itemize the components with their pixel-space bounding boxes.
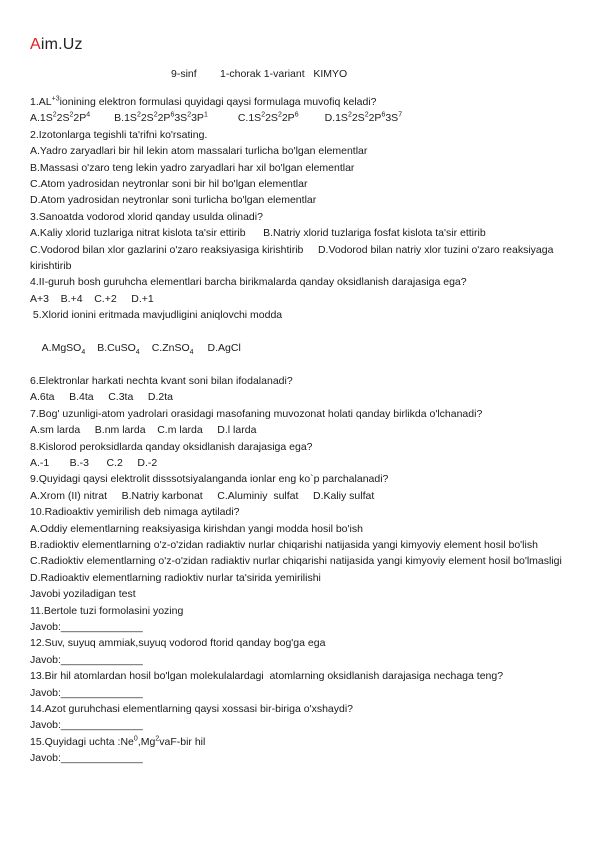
question-11: 11.Bertole tuzi formolasini yozing	[30, 604, 184, 617]
question-12: 12.Suv, suyuq ammiak,suyuq vodorod ftorid qanday bog'ga ega	[30, 637, 326, 650]
option-2c: C.Atom yadrosidan neytronlar soni bir hil bo'lgan elementlar	[30, 178, 308, 191]
question-2: 2.Izotonlarga tegishli ta'rifni ko'rsating.	[30, 128, 208, 141]
option-10b: B.radioktiv elementlarning o'z-o'zidan radiaktiv nurlar chiqarishi natijasida yangi kimyoviy element hosil bo'lish	[30, 538, 538, 551]
question-10: 10.Radioaktiv yemirilish deb nimaga aytiladi?	[30, 506, 240, 519]
option-10d: D.Radioaktiv elementlarning radioktiv nurlar ta'sirida yemirilishi	[30, 571, 321, 584]
question-5: 5.Xlorid ionini eritmada mavjudligini aniqlovchi modda	[30, 309, 283, 322]
option-1-d: $D.1S^22S^22P^63S^7$	[324, 111, 403, 125]
question-3: 3.Sanoatda vodorod xlorid qanday usulda olinadi?	[30, 210, 263, 223]
options-4: A+3 B.+4 C.+2 D.+1	[30, 292, 154, 305]
answer-13: Javob:______________	[30, 686, 143, 699]
option-10c: C.Radioktiv elementlarning o'z-o'zidan radiaktiv nurlar chiqarishi natijasida yangi kimyoviy element hosil bo'lmasligi	[30, 555, 562, 568]
section-heading: Javobi yoziladigan test	[30, 588, 136, 601]
options-5: A.MgSO$_4$ B.CuSO$_4$ C.ZnSO$_4$ D.AgCl	[41, 342, 241, 357]
answer-15: Javob:______________	[30, 752, 143, 765]
answer-11: Javob:______________	[30, 621, 143, 633]
question-4: 4.II-guruh bosh guruhcha elementlari barcha birikmalarda qanday oksidlanish darajasiga ega?	[30, 276, 467, 289]
question-9: 9.Quyidagi qaysi elektrolit disssotsiyalanganda ionlar eng ko`p parchalanadi?	[30, 473, 389, 486]
option-2b: B.Massasi o'zaro teng lekin yadro zaryadlari har xil bo'lgan elementlar	[30, 161, 355, 174]
site-logo[interactable]	[30, 36, 83, 54]
answer-12: Javob:______________	[30, 653, 143, 666]
page-heading: 9-sinf 1-chorak 1-variant KIMYO	[171, 68, 348, 80]
question-14: 14.Azot guruhchasi elementlarning qaysi xossasi bir-biriga o'xshaydi?	[30, 703, 354, 716]
test-document	[30, 94, 582, 767]
option-1-a: $A.1S^22S^22P^4$	[30, 111, 91, 125]
options-6: A.6ta B.4ta C.3ta D.2ta	[30, 391, 173, 404]
option-2a: A.Yadro zaryadlari bir hil lekin atom massalari turlicha bo'lgan elementlar	[30, 145, 368, 158]
question-7: 7.Bog' uzunligi-atom yadrolari orasidagi masofaning muvozonat holati qanday birlikda o'lchanadi?	[30, 407, 483, 420]
answer-14: Javob:______________	[30, 719, 143, 732]
question-15: 15.Quyidagi uchta :Ne$^0$,Mg$^2$vaF-bir hil	[30, 735, 206, 748]
options-9: A.Xrom (II) nitrat B.Natriy karbonat C.Aluminiy sulfat D.Kaliy sulfat	[30, 489, 375, 502]
option-2d: D.Atom yadrosidan neytronlar soni turlicha bo'lgan elementlar	[30, 194, 317, 207]
logo-letter: A	[30, 36, 41, 53]
options-7: A.sm larda B.nm larda C.m larda D.l larda	[30, 424, 257, 437]
logo-text: im.Uz	[40, 36, 83, 53]
option-1-c: $C.1S^22S^22P^6$	[237, 111, 299, 125]
options-3ab: A.Kaliy xlorid tuzlariga nitrat kislota ta'sir ettirib B.Natriy xlorid tuzlariga fosfat kislota ta'sir ettirib	[30, 227, 486, 240]
option-10a: A.Oddiy elementlarning reaksiyasiga kirishdan yangi modda hosil bo'ish	[30, 522, 363, 535]
option-1-b: $B.1S^22S^22P^63S^23P^1$	[114, 111, 208, 125]
options-8: A.-1 B.-3 C.2 D.-2	[30, 456, 158, 469]
question-6: 6.Elektronlar harkati nechta kvant soni bilan ifodalanadi?	[30, 374, 293, 387]
question-8: 8.Kislorod peroksidlarda qanday oksidlanish darajasiga ega?	[30, 440, 313, 453]
question-1-options	[30, 110, 582, 126]
options-3cd: C.Vodorod bilan xlor gazlarini o'zaro reaksiyasiga kirishtirib D.Vodorod bilan natriy xlor tuzini o'zaro reaksiyaga kirishtirib	[30, 243, 557, 273]
question-1: $1.AL^{+3}ionining$ elektron formulasi quyidagi qaysi formulaga muvofiq keladi?	[30, 95, 377, 108]
question-13: 13.Bir hil atomlardan hosil bo'lgan molekulalardagi atomlarning oksidlanish darajasiga nechaga teng?	[30, 670, 504, 683]
